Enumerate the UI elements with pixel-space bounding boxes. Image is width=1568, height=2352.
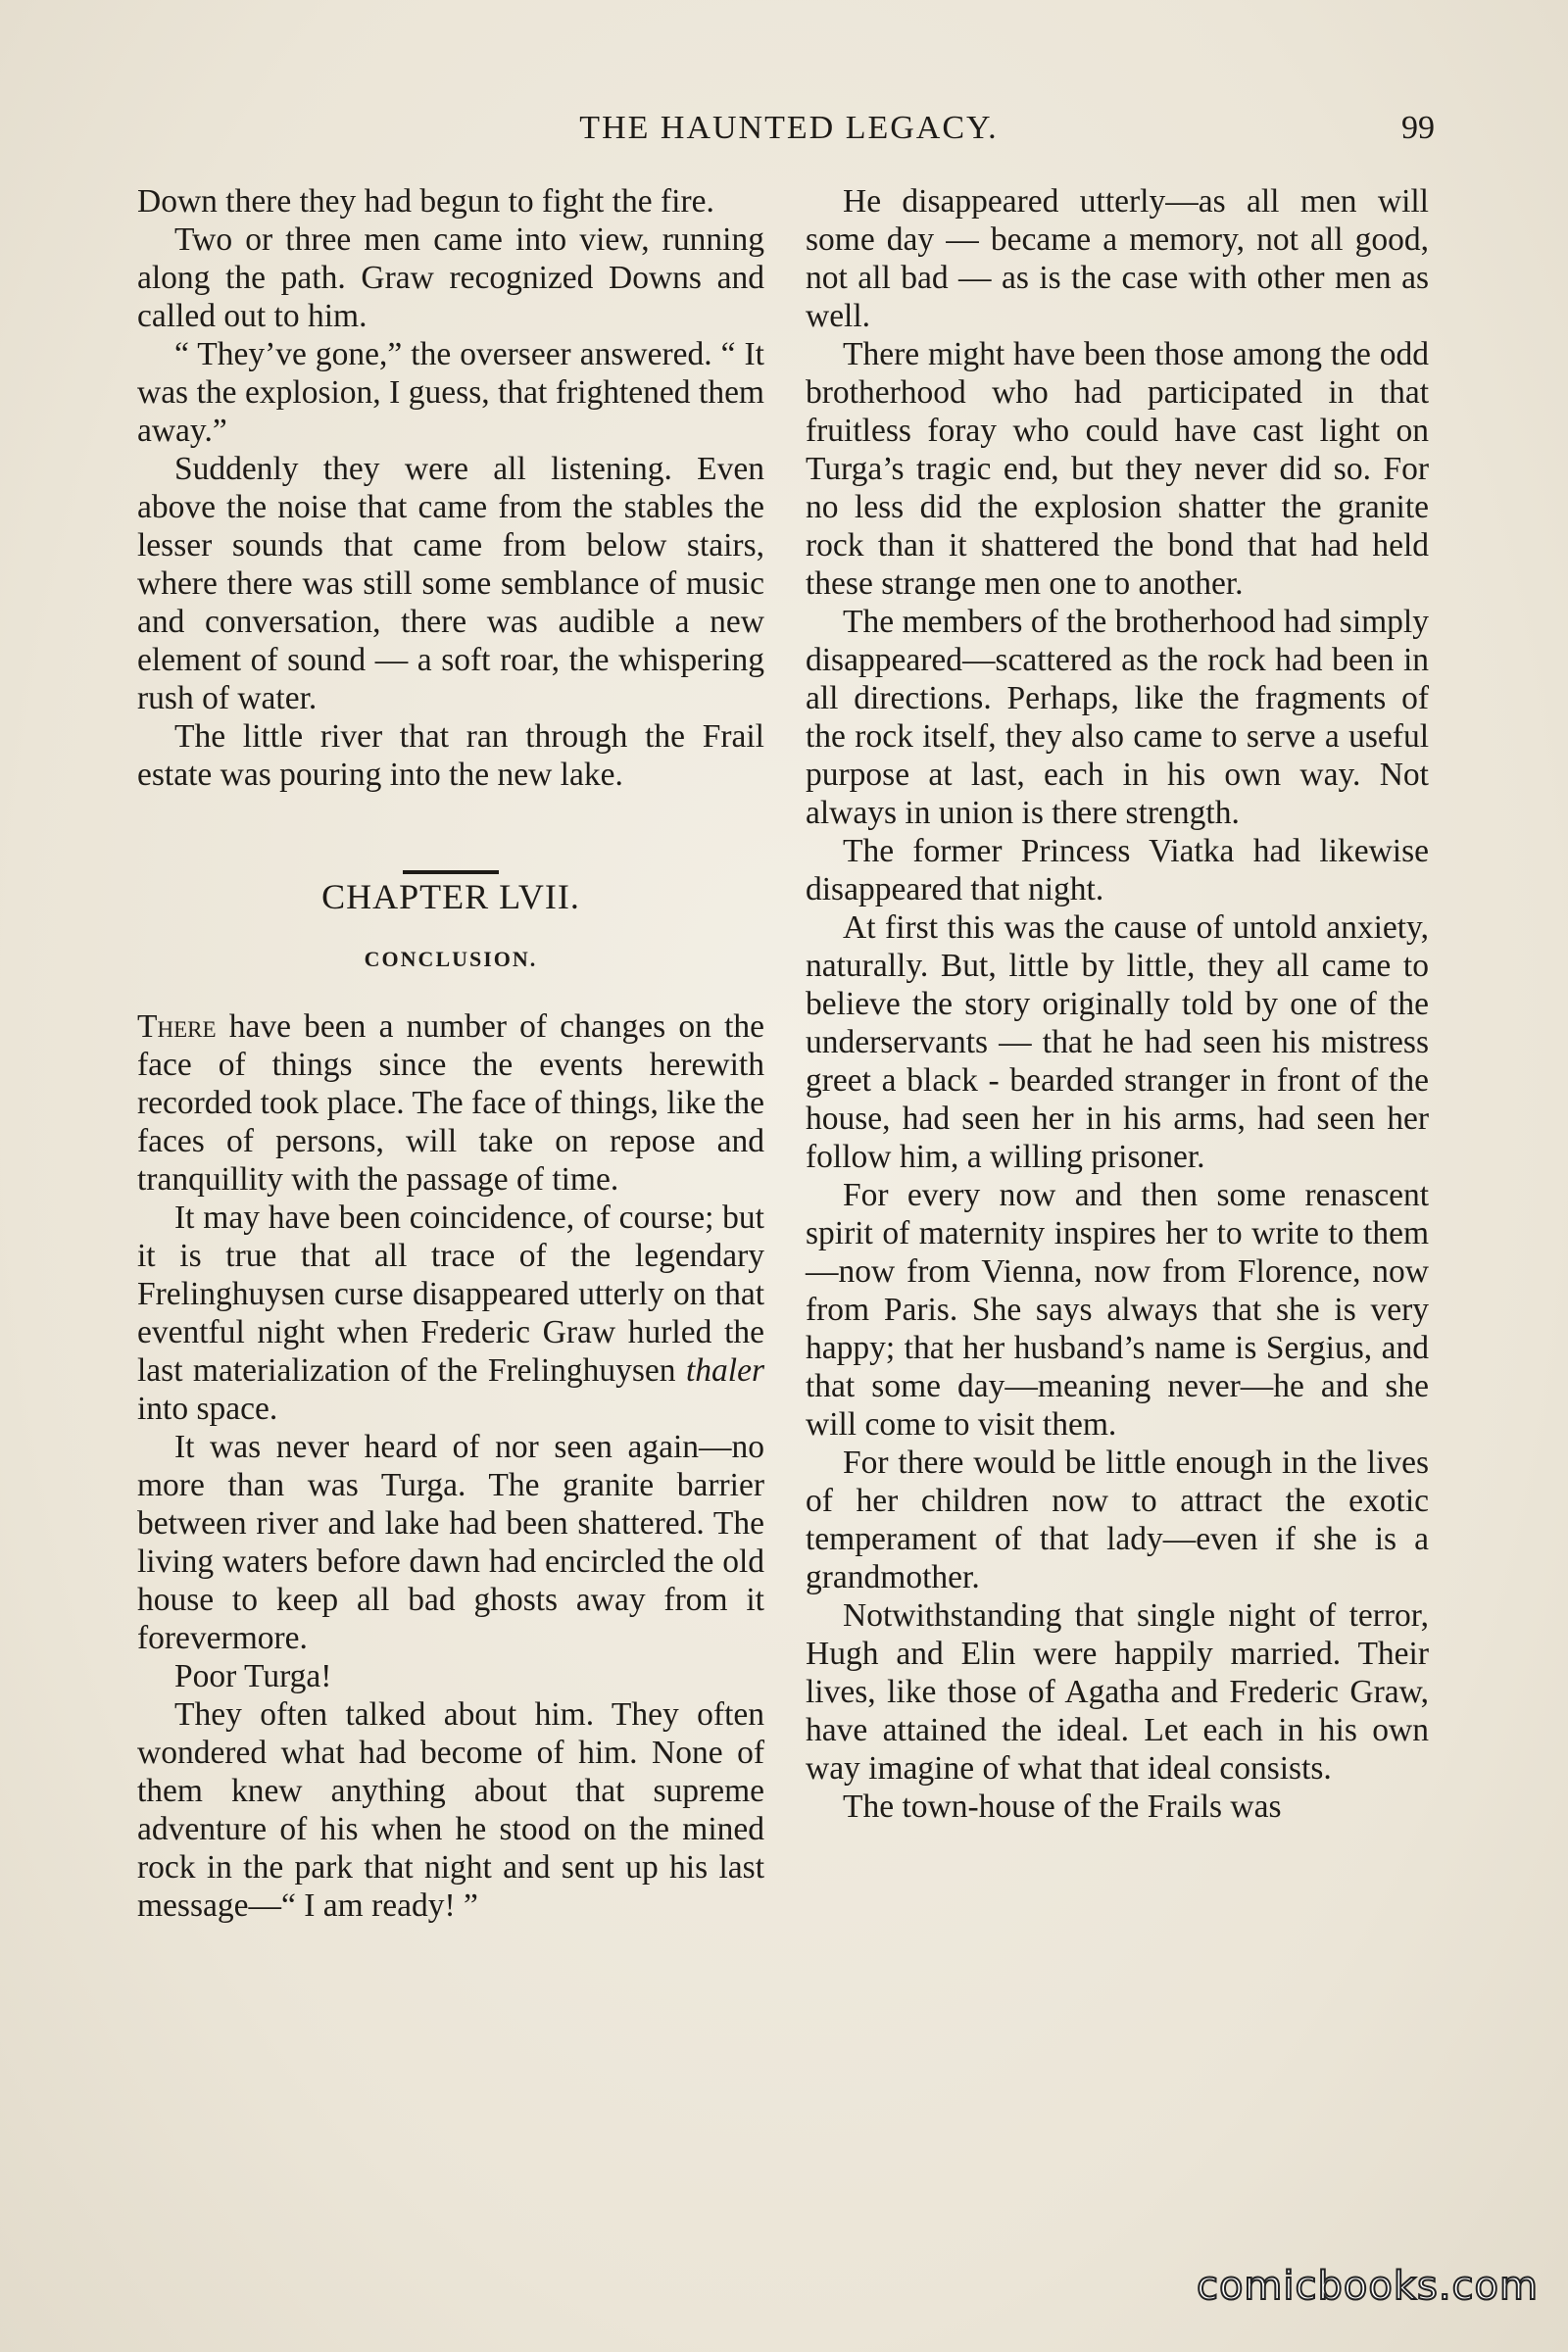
paragraph: For there would be little enough in the lives of her children now to attract the exotic temperament of that lady—even if she is a grandmother. [806,1445,1429,1595]
paragraph-text: into space. [137,1391,278,1427]
running-title: THE HAUNTED LEGACY. [579,110,999,146]
opening-word: There [137,1008,217,1045]
paragraph: The little river that ran through the Frail estate was pouring into the new lake. [137,718,764,793]
paragraph: Suddenly they were all listening. Even above the noise that came from the stables the lesser sounds that came from below stairs, where there was still some semblance of music and conversation, there was audible a new element of sound — a soft roar, the whispering rush of water. [137,451,764,716]
section-divider [137,845,764,853]
left-column [137,182,764,1925]
running-header [137,106,1441,155]
paragraph: It was never heard of nor seen again—no more than was Turga. The granite barrier between river and lake had been shattered. The living waters before dawn had encircled the old house to keep all bad ghosts away from it forevermore. [137,1429,764,1656]
paragraph: At first this was the cause of untold anxiety, naturally. But, little by little, they all came to believe the story originally told by one of the underservants — that he had seen his mistress greet a black - bearded stranger in front of the house, had seen her in his arms, had seen her follow him, a willing prisoner. [806,909,1429,1175]
paragraph: Poor Turga! [174,1658,332,1694]
paragraph-text: It may have been coincidence, of course; but it is true that all trace of the legendary Frelinghuysen curse disappeared utterly on that eventful night when Frederic Graw hurled the last materialization of the Frelinghuysen [137,1200,764,1389]
page-number: 99 [1401,110,1435,146]
paragraph: Two or three men came into view, running along the path. Graw recognized Downs and called out to him. [137,221,764,334]
paragraph: The town-house of the Frails was [843,1788,1282,1825]
paragraph: The members of the brotherhood had simply disappeared—scattered as the rock had been in all directions. Perhaps, like the fragments of the rock itself, they also came to serve a useful purpose at last, each in his own way. Not always in union is there strength. [806,604,1429,831]
watermark: comicbooks.com [1196,2264,1539,2309]
paragraph: They often talked about him. They often wondered what had become of him. None of them knew anything about that supreme adventure of his when he stood on the mined rock in the park that night and sent up his last message—“ I am ready! ” [137,1696,764,1924]
paragraph: He disappeared utterly—as all men will some day — became a memory, not all good, not all bad — as is the case with other men as well. [806,183,1429,334]
chapter-subtitle: CONCLUSION. [364,947,538,971]
paragraph: There might have been those among the odd brotherhood who had participated in that fruitless foray who could have cast light on Turga’s tragic end, but they never did so. For no less did the explosion shatter the granite rock than it shattered the bond that had held these strange men one to another. [806,336,1429,602]
paragraph: For every now and then some renascent spirit of maternity inspires her to write to them—now from Vienna, now from Florence, now from Paris. She says always that she is very happy; that her husband’s name is Sergius, and that some day—meaning never—he and she will come to visit them. [806,1177,1429,1443]
paragraph: The former Princess Viatka had likewise disappeared that night. [806,833,1429,907]
paragraph: Down there they had begun to fight the fire. [137,183,714,220]
italic-word: thaler [685,1352,764,1389]
opening-text: have been a number of changes on the face of things since the events herewith recorded took place. The face of things, like the faces of persons, will take on repose and tranquillity with the passage of time. [137,1008,764,1198]
right-column [806,182,1429,1826]
chapter-title: CHAPTER LVII. [321,877,580,916]
paragraph: “ They’ve gone,” the overseer answered. “ It was the explosion, I guess, that frightened them away.” [137,336,764,449]
chapter-opening-paragraph [137,1007,764,1199]
paragraph [137,1199,764,1428]
paragraph: Notwithstanding that single night of terror, Hugh and Elin were happily married. Their lives, like those of Agatha and Frederic Graw, have attained the ideal. Let each in his own way imagine of what that ideal consists. [806,1597,1429,1787]
